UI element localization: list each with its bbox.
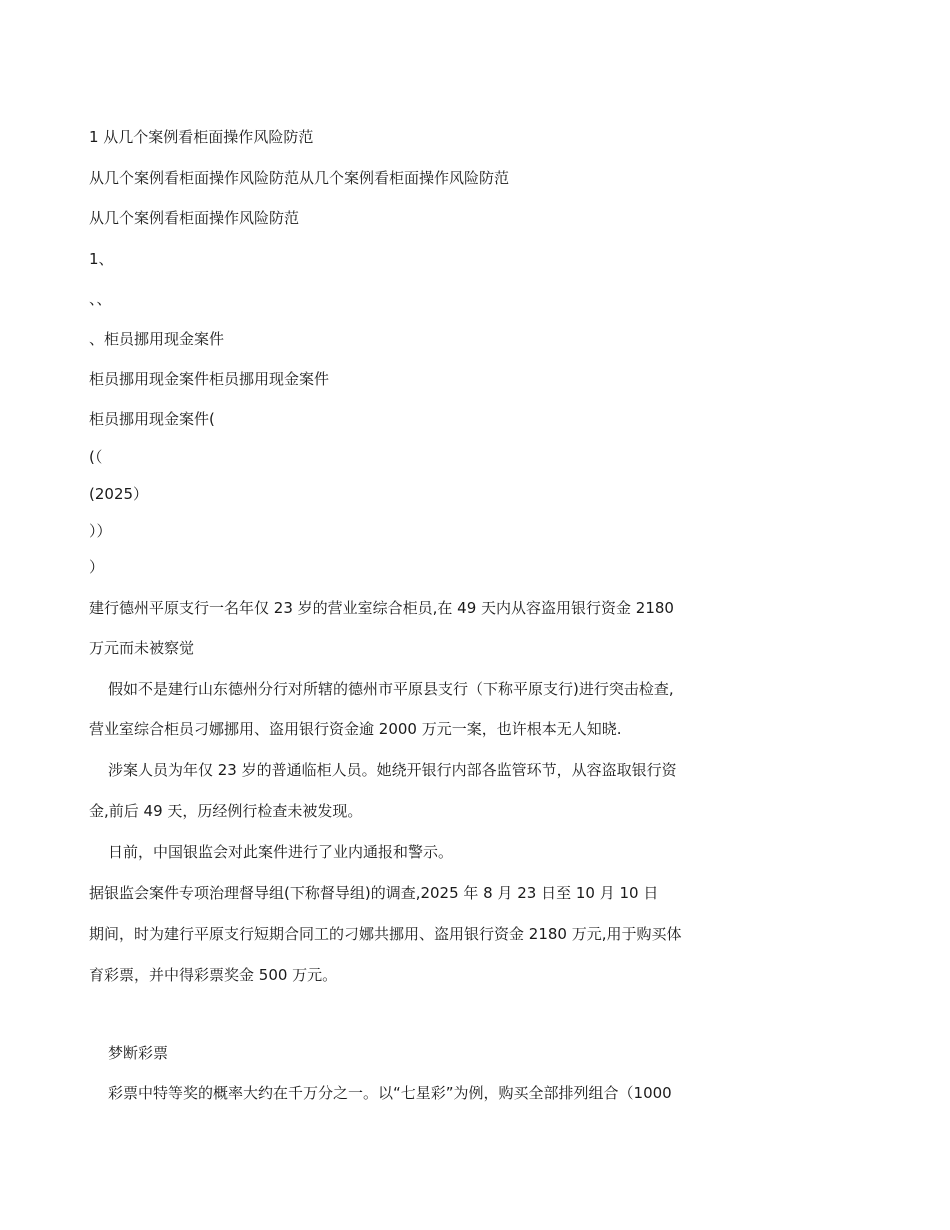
text-line: (（ bbox=[89, 448, 103, 466]
text-line: 柜员挪用现金案件( bbox=[89, 410, 215, 428]
paragraph-line: 营业室综合柜员刁娜挪用、盗用银行资金逾 2000 万元一案，也许根本无人知晓. bbox=[89, 720, 622, 738]
paragraph-line: 期间，时为建行平原支行短期合同工的刁娜共挪用、盗用银行资金 2180 万元,用于购买体 bbox=[89, 925, 682, 943]
section-number: 1、 bbox=[89, 250, 114, 268]
subsection-heading: 梦断彩票 bbox=[108, 1044, 169, 1062]
text-line: 、、 bbox=[89, 290, 112, 308]
paragraph-line: 假如不是建行山东德州分行对所辖的德州市平原县支行（下称平原支行)进行突击检查, bbox=[108, 680, 674, 698]
text-line: ） bbox=[89, 558, 105, 576]
section-heading: 、柜员挪用现金案件 bbox=[89, 330, 225, 348]
text-line: ）） bbox=[89, 522, 112, 540]
text-line: 从几个案例看柜面操作风险防范从几个案例看柜面操作风险防范 bbox=[89, 169, 510, 187]
paragraph-line: 彩票中特等奖的概率大约在千万分之一。以“七星彩”为例，购买全部排列组合（1000 bbox=[108, 1084, 672, 1102]
paragraph-line: 日前，中国银监会对此案件进行了业内通报和警示。 bbox=[108, 843, 454, 861]
paragraph-line: 万元而未被察觉 bbox=[89, 639, 195, 657]
document-title: 1 从几个案例看柜面操作风险防范 bbox=[89, 128, 314, 146]
text-line: (2025） bbox=[89, 485, 149, 503]
paragraph-line: 涉案人员为年仅 23 岁的普通临柜人员。她绕开银行内部各监管环节，从容盗取银行资 bbox=[108, 761, 677, 779]
paragraph-line: 建行德州平原支行一名年仅 23 岁的营业室综合柜员,在 49 天内从容盗用银行资金 2180 bbox=[89, 599, 674, 617]
paragraph-line: 据银监会案件专项治理督导组(下称督导组)的调查,2025 年 8 月 23 日至 10 月 10 日 bbox=[89, 884, 659, 902]
text-line: 柜员挪用现金案件柜员挪用现金案件 bbox=[89, 370, 330, 388]
text-line: 从几个案例看柜面操作风险防范 bbox=[89, 209, 300, 227]
paragraph-line: 育彩票，并中得彩票奖金 500 万元。 bbox=[89, 966, 338, 984]
paragraph-line: 金,前后 49 天，历经例行检查未被发现。 bbox=[89, 802, 363, 820]
